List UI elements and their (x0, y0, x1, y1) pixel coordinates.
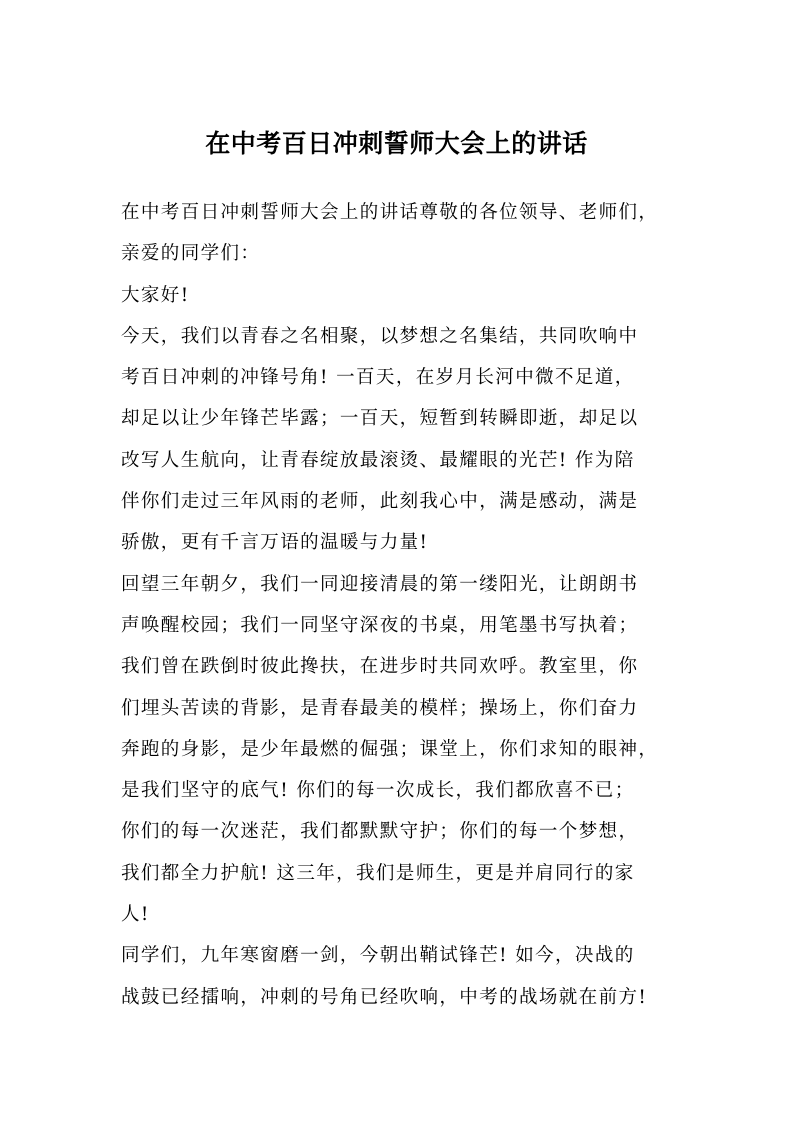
text-line: 人! (121, 904, 150, 926)
text-line: 大家好! (121, 284, 190, 306)
paragraph-retrospect (121, 564, 673, 936)
text-line: 奔跑的身影，是少年最燃的倔强；课堂上，你们求知的眼神， (121, 738, 659, 760)
text-line: 我们曾在跌倒时彼此搀扶，在进步时共同欢呼。教室里，你 (121, 656, 639, 678)
text-line: 考百日冲刺的冲锋号角! 一百天，在岁月长河中微不足道， (121, 367, 635, 389)
text-line: 改写人生航向，让青春绽放最滚烫、最耀眼的光芒! 作为陪 (121, 449, 635, 471)
text-line: 亲爱的同学们： (121, 243, 261, 265)
text-line: 在中考百日冲刺誓师大会上的讲话尊敬的各位领导、老师们， (121, 202, 659, 223)
text-line: 伴你们走过三年风雨的老师，此刻我心中，满是感动，满是 (121, 491, 639, 513)
text-line: 我们都全力护航! 这三年，我们是师生，更是并肩同行的家 (121, 862, 635, 884)
text-line: 声唤醒校园；我们一同坚守深夜的书桌，用笔墨书写执着； (121, 614, 639, 636)
text-line: 同学们，九年寒窗磨一剑，今朝出鞘试锋芒! 如今，决战的 (121, 945, 635, 967)
text-line: 战鼓已经擂响，冲刺的号角已经吹响，中考的战场就在前方! (121, 986, 648, 1008)
text-line: 却足以让少年锋芒毕露；一百天，短暂到转瞬即逝，却足以 (121, 408, 639, 430)
text-line: 们埋头苦读的背影，是青春最美的模样；操场上，你们奋力 (121, 697, 639, 719)
document-body (121, 192, 673, 1018)
document-title: 在中考百日冲刺誓师大会上的讲话 (205, 129, 588, 158)
text-line: 你们的每一次迷茫，我们都默默守护；你们的每一个梦想， (121, 821, 639, 843)
text-line: 回望三年朝夕，我们一同迎接清晨的第一缕阳光，让朗朗书 (121, 573, 639, 595)
text-line: 骄傲，更有千言万语的温暖与力量! (121, 532, 429, 554)
text-line: 是我们坚守的底气! 你们的每一次成长，我们都欣喜不已； (121, 780, 635, 802)
paragraph-call-to-action (121, 935, 673, 1018)
text-line: 今天，我们以青春之名相聚，以梦想之名集结，共同吹响中 (121, 325, 639, 347)
paragraph-salutation (121, 192, 673, 275)
paragraph-greeting (121, 275, 673, 316)
paragraph-opening (121, 316, 673, 564)
